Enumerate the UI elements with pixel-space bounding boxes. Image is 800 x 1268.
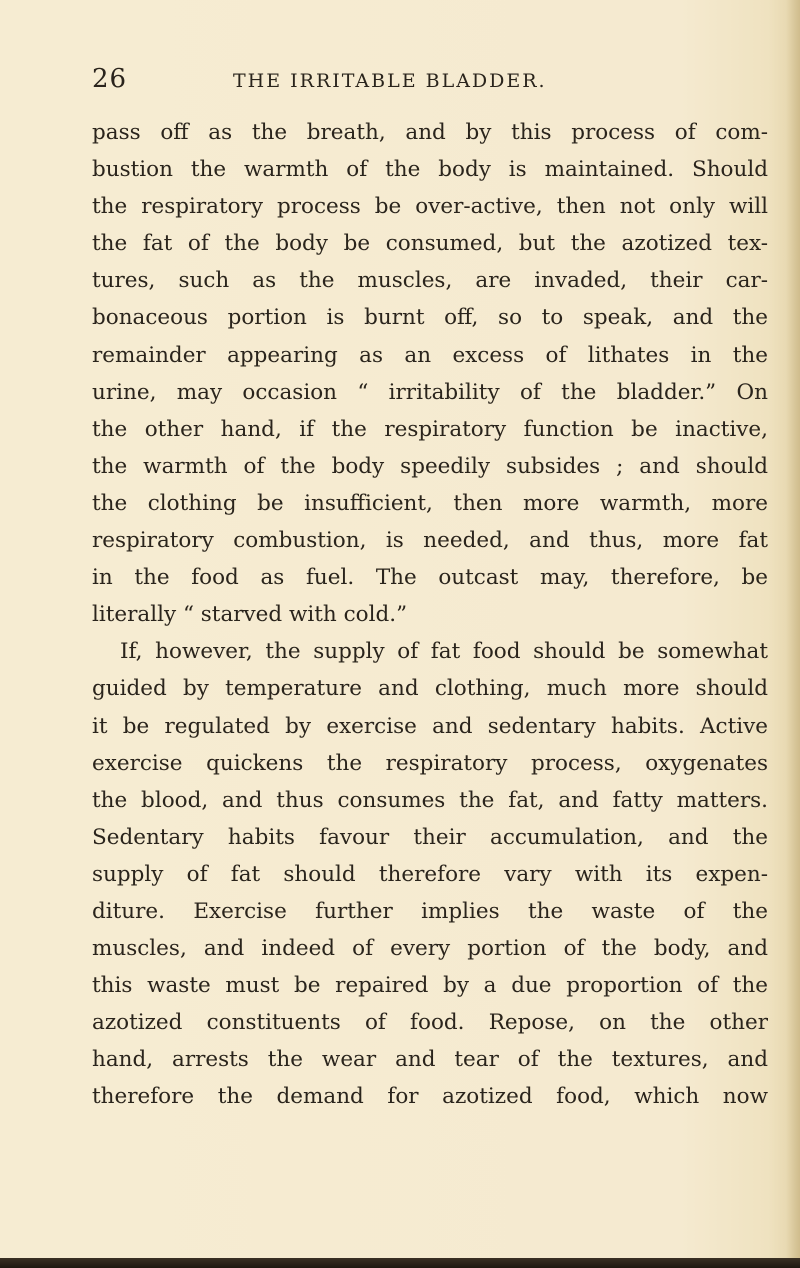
text-line: urine, may occasion “ irritability of the bladder.” On: [92, 379, 768, 405]
body-text: [92, 114, 768, 1116]
text-line-paragraph-start: If, however, the supply of fat food should be somewhat: [120, 639, 768, 665]
text-line: bustion the warmth of the body is maintained. Should: [92, 157, 768, 183]
text-line: the fat of the body be consumed, but the azotized tex-: [92, 231, 768, 257]
text-line: respiratory combustion, is needed, and thus, more fat: [92, 528, 768, 554]
text-line: supply of fat should therefore vary with its expen-: [92, 861, 768, 887]
text-line: the blood, and thus consumes the fat, and fatty matters.: [92, 787, 768, 813]
text-line: diture. Exercise further implies the waste of the: [92, 898, 768, 924]
running-title: THE IRRITABLE BLADDER.: [233, 70, 547, 92]
text-line: muscles, and indeed of every portion of the body, and: [92, 936, 768, 962]
text-line: the other hand, if the respiratory function be inactive,: [92, 416, 768, 442]
text-line: hand, arrests the wear and tear of the textures, and: [92, 1047, 768, 1073]
text-line: Sedentary habits favour their accumulation, and the: [92, 824, 768, 850]
text-line: the clothing be insufficient, then more warmth, more: [92, 490, 768, 516]
text-line: this waste must be repaired by a due proportion of the: [92, 973, 768, 999]
text-line: therefore the demand for azotized food, which now: [92, 1084, 768, 1110]
text-line: in the food as fuel. The outcast may, therefore, be: [92, 565, 768, 591]
text-line: it be regulated by exercise and sedentary habits. Active: [92, 713, 768, 739]
page-number: 26: [92, 64, 128, 94]
text-line: literally “ starved with cold.”: [92, 602, 408, 628]
text-line: azotized constituents of food. Repose, on the other: [92, 1010, 768, 1036]
bottom-edge-bar: [0, 1258, 800, 1268]
page-edge-shadow: [786, 0, 800, 1268]
text-line: the warmth of the body speedily subsides ; and should: [92, 453, 768, 479]
text-line: exercise quickens the respiratory process, oxygenates: [92, 750, 768, 776]
running-head: [92, 64, 752, 104]
text-line: remainder appearing as an excess of lithates in the: [92, 342, 768, 368]
text-line: the respiratory process be over-active, then not only will: [92, 194, 768, 220]
text-line: guided by temperature and clothing, much more should: [92, 676, 768, 702]
text-line: tures, such as the muscles, are invaded, their car-: [92, 268, 768, 294]
text-line: bonaceous portion is burnt off, so to speak, and the: [92, 305, 768, 331]
text-line: pass off as the breath, and by this process of com-: [92, 120, 768, 145]
